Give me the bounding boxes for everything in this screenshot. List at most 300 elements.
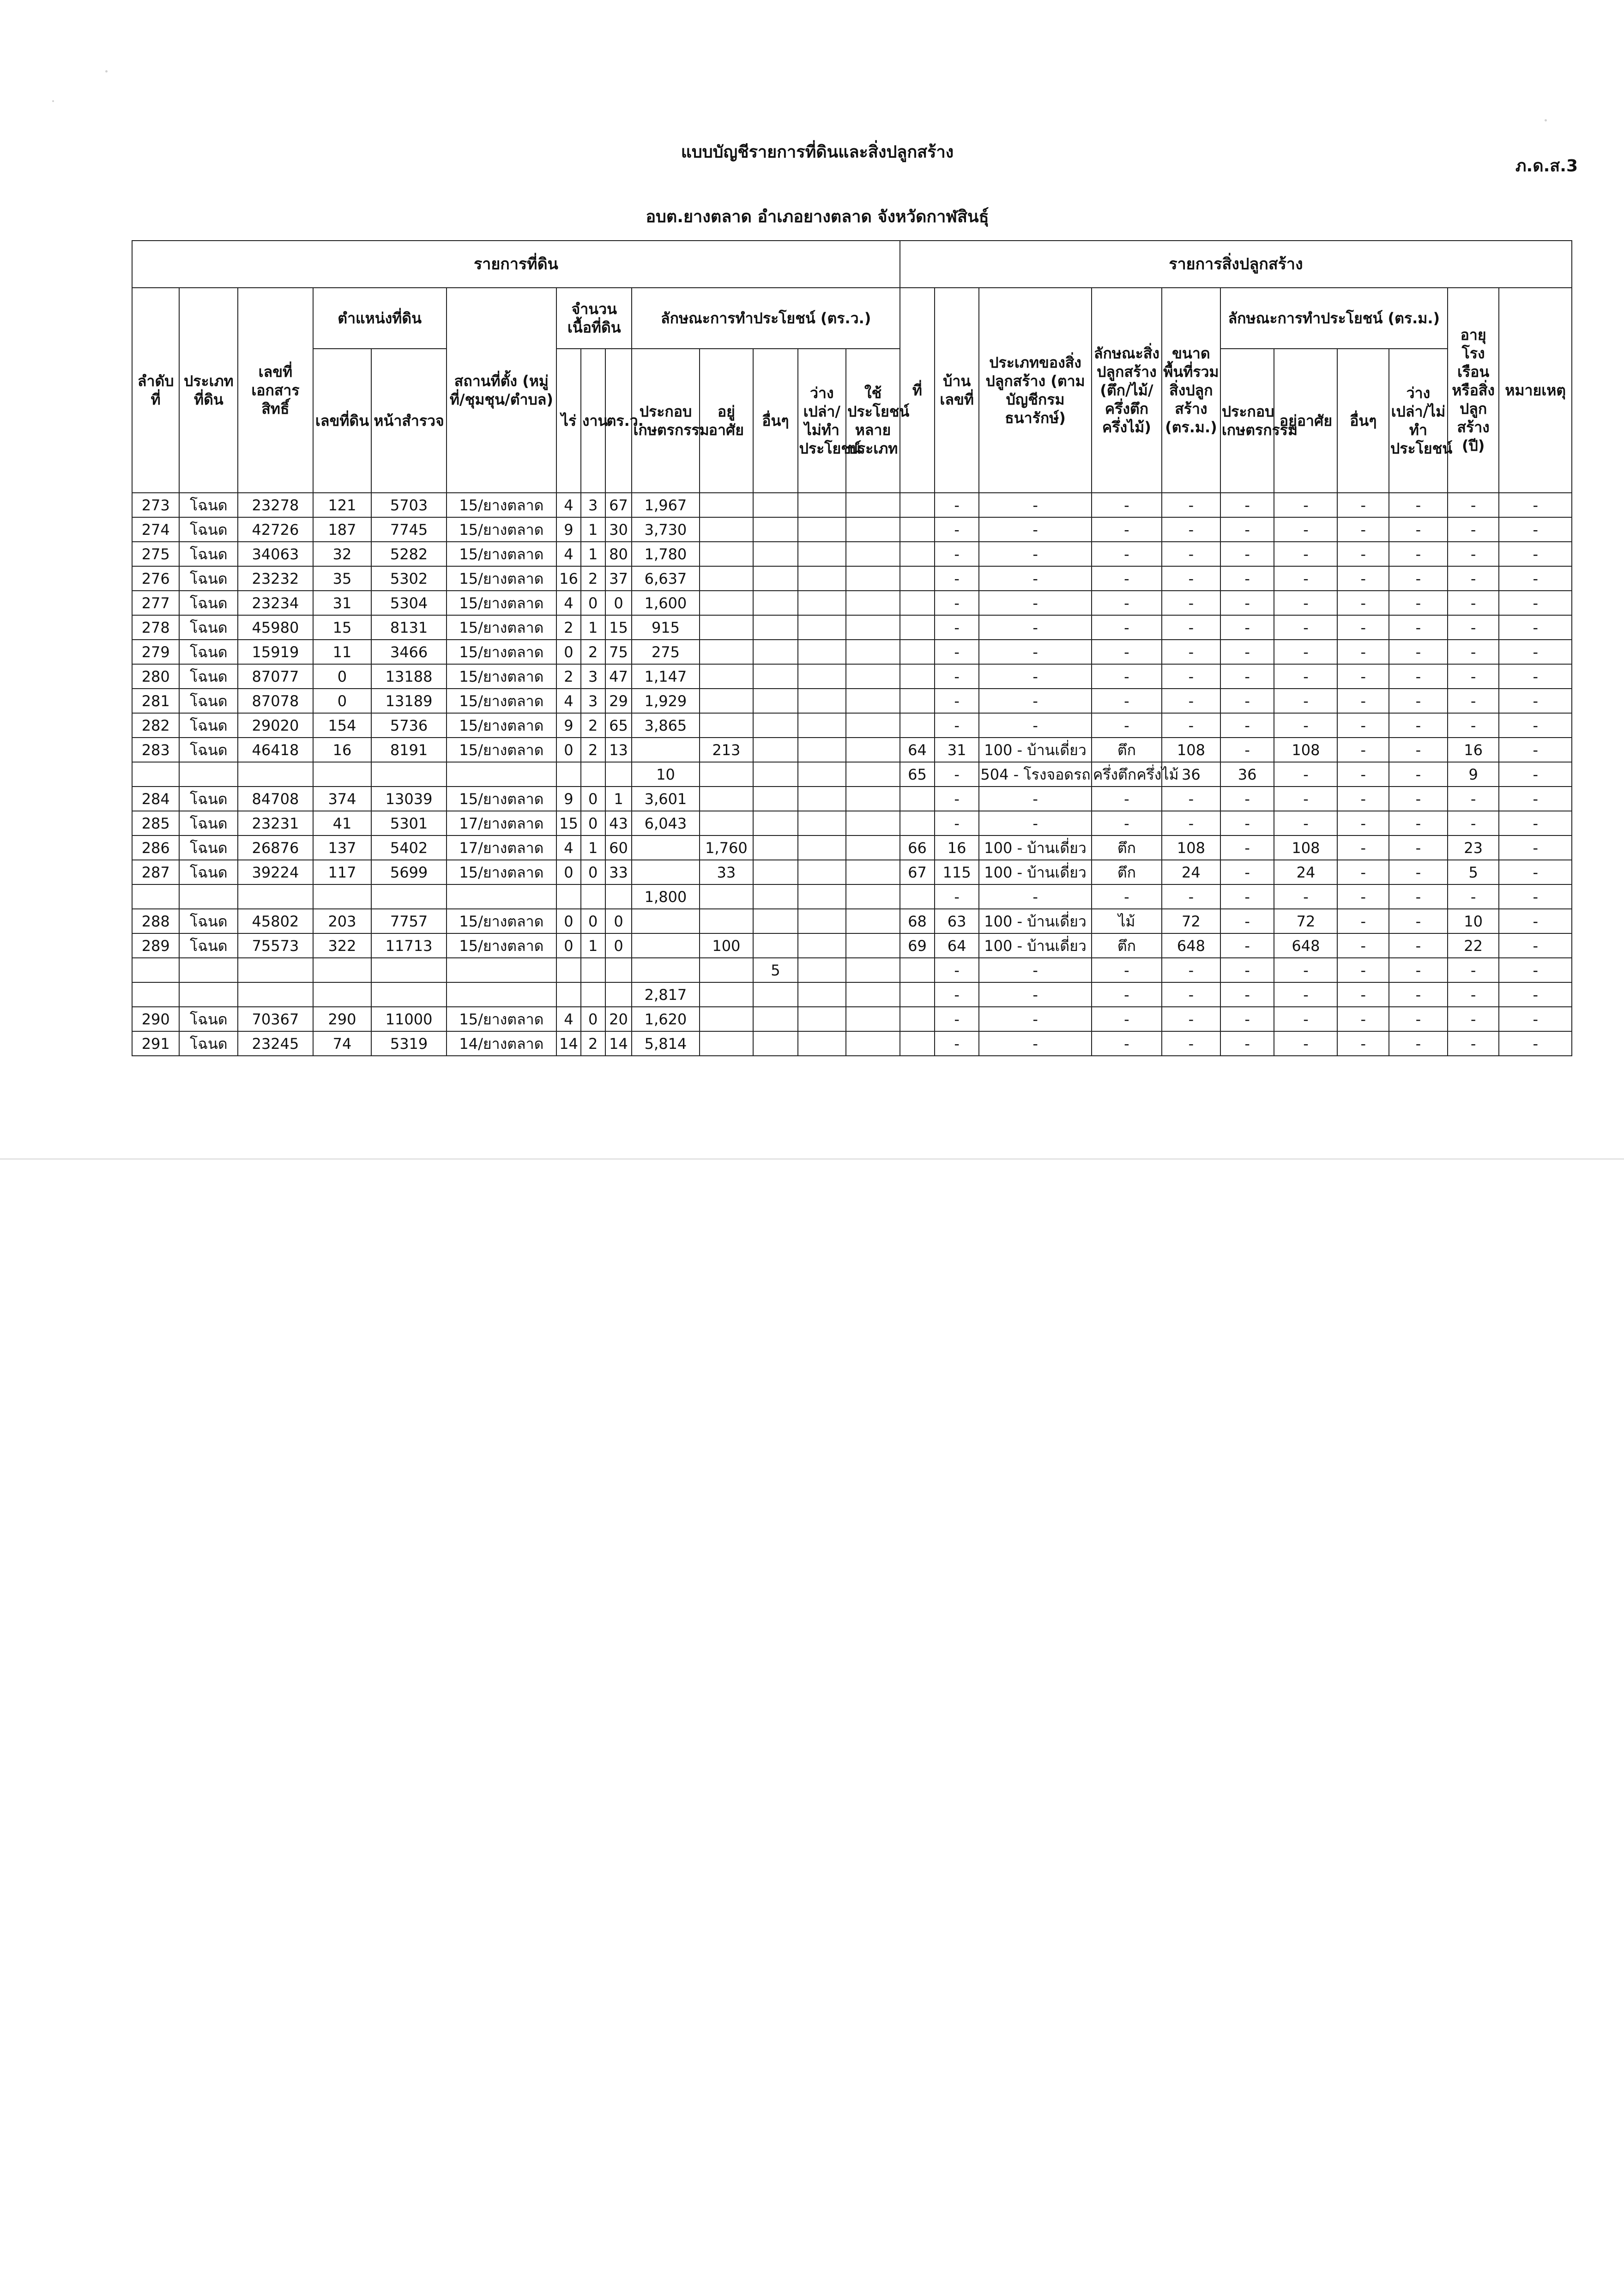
cell-land-type: โฉนด [179, 835, 238, 860]
cell-ngan: 0 [581, 1007, 605, 1031]
cell-other [753, 762, 797, 787]
cell-house: - [935, 982, 979, 1007]
cell-age: - [1448, 664, 1499, 689]
cell-kind: - [1092, 689, 1162, 713]
cell-mixed [846, 884, 900, 909]
cell-page: 8131 [371, 615, 446, 640]
cell-btype: - [979, 713, 1091, 738]
cell-house: 115 [935, 860, 979, 884]
cell-wa: 43 [605, 811, 632, 835]
cell-kind: ตึก [1092, 860, 1162, 884]
cell-ngan: 2 [581, 566, 605, 591]
cell-age: - [1448, 640, 1499, 664]
cell-ngan [581, 958, 605, 982]
cell-loc [447, 762, 556, 787]
cell-kind: - [1092, 713, 1162, 738]
vacant-header: ว่างเปล่า/ไม่ทำประโยชน์ [798, 349, 846, 493]
table-row [132, 787, 1572, 811]
cell-both: - [1337, 762, 1389, 787]
cell-doc: 29020 [238, 713, 313, 738]
cell-mixed [846, 1007, 900, 1031]
cell-b-seq [900, 517, 935, 542]
cell-remark: - [1499, 958, 1572, 982]
cell-rai: 4 [556, 1007, 581, 1031]
cell-page: 7757 [371, 909, 446, 933]
cell-agri: 6,637 [632, 566, 699, 591]
cell-btype: - [979, 664, 1091, 689]
cell-kind: - [1092, 787, 1162, 811]
cell-kind: - [1092, 591, 1162, 615]
cell-btype: 100 - บ้านเดี่ยว [979, 933, 1091, 958]
cell-remark: - [1499, 738, 1572, 762]
cell-age: - [1448, 958, 1499, 982]
cell-vacant [798, 762, 846, 787]
table-row [132, 835, 1572, 860]
cell-resid [700, 1031, 754, 1056]
cell-seq: 284 [132, 787, 179, 811]
cell-resid [700, 517, 754, 542]
cell-b-seq [900, 787, 935, 811]
cell-house: - [935, 811, 979, 835]
cell-loc: 15/ยางตลาด [447, 615, 556, 640]
cell-kind: - [1092, 493, 1162, 517]
cell-age: - [1448, 689, 1499, 713]
cell-rai: 2 [556, 664, 581, 689]
cell-agri [632, 860, 699, 884]
cell-resid [700, 542, 754, 566]
cell-both: - [1337, 517, 1389, 542]
cell-wa: 80 [605, 542, 632, 566]
cell-agri: 1,800 [632, 884, 699, 909]
cell-loc: 15/ยางตลาด [447, 689, 556, 713]
cell-bres: - [1274, 787, 1337, 811]
cell-both: - [1337, 958, 1389, 982]
cell-seq: 282 [132, 713, 179, 738]
cell-loc: 15/ยางตลาด [447, 542, 556, 566]
table-row [132, 713, 1572, 738]
cell-bagri: - [1220, 689, 1274, 713]
cell-btype: - [979, 615, 1091, 640]
cell-vacant [798, 542, 846, 566]
cell-agri: 6,043 [632, 811, 699, 835]
cell-remark: - [1499, 762, 1572, 787]
cell-remark: - [1499, 982, 1572, 1007]
cell-land-no: 41 [313, 811, 372, 835]
cell-rai [556, 958, 581, 982]
cell-ngan: 2 [581, 640, 605, 664]
b-other-header: อื่นๆ [1337, 349, 1389, 493]
cell-mixed [846, 982, 900, 1007]
cell-ngan: 2 [581, 1031, 605, 1056]
cell-page [371, 884, 446, 909]
cell-page: 5282 [371, 542, 446, 566]
cell-btype: - [979, 982, 1091, 1007]
cell-doc: 26876 [238, 835, 313, 860]
cell-house: - [935, 640, 979, 664]
cell-both: - [1337, 909, 1389, 933]
cell-other [753, 615, 797, 640]
cell-agri [632, 958, 699, 982]
cell-both: - [1337, 664, 1389, 689]
cell-btype: 100 - บ้านเดี่ยว [979, 860, 1091, 884]
cell-b-seq: 66 [900, 835, 935, 860]
cell-doc: 15919 [238, 640, 313, 664]
cell-agri: 5,814 [632, 1031, 699, 1056]
cell-other [753, 493, 797, 517]
cell-barea: - [1162, 884, 1220, 909]
cell-age: - [1448, 713, 1499, 738]
cell-land-type: โฉนด [179, 640, 238, 664]
cell-barea: - [1162, 542, 1220, 566]
cell-other [753, 982, 797, 1007]
cell-barea: 108 [1162, 835, 1220, 860]
cell-b-seq [900, 1031, 935, 1056]
cell-agri: 1,780 [632, 542, 699, 566]
cell-doc: 87077 [238, 664, 313, 689]
cell-rai: 0 [556, 860, 581, 884]
cell-other [753, 542, 797, 566]
cell-doc: 87078 [238, 689, 313, 713]
cell-page: 13189 [371, 689, 446, 713]
cell-wa: 0 [605, 933, 632, 958]
cell-rai: 9 [556, 713, 581, 738]
cell-ngan: 1 [581, 615, 605, 640]
cell-agri: 3,865 [632, 713, 699, 738]
cell-mixed [846, 689, 900, 713]
cell-doc: 42726 [238, 517, 313, 542]
cell-house: - [935, 762, 979, 787]
scan-speck [52, 100, 54, 102]
cell-ngan: 1 [581, 542, 605, 566]
cell-bres: - [1274, 615, 1337, 640]
b-resid-header: อยู่อาศัย [1274, 349, 1337, 493]
cell-vacant [798, 860, 846, 884]
cell-wa: 47 [605, 664, 632, 689]
cell-seq: 283 [132, 738, 179, 762]
cell-loc: 17/ยางตลาด [447, 811, 556, 835]
cell-bvac: - [1389, 933, 1448, 958]
document-subtitle: อบต.ยางตลาด อำเภอยางตลาด จังหวัดกาฬสินธุ์ [646, 207, 989, 226]
cell-land-no: 11 [313, 640, 372, 664]
table-row [132, 958, 1572, 982]
cell-barea: - [1162, 566, 1220, 591]
cell-bagri: - [1220, 493, 1274, 517]
cell-remark: - [1499, 542, 1572, 566]
cell-land-no: 154 [313, 713, 372, 738]
cell-agri: 275 [632, 640, 699, 664]
cell-mixed [846, 787, 900, 811]
cell-wa: 1 [605, 787, 632, 811]
cell-bvac: - [1389, 787, 1448, 811]
cell-b-seq [900, 640, 935, 664]
cell-rai: 0 [556, 640, 581, 664]
cell-kind: - [1092, 1007, 1162, 1031]
cell-btype: - [979, 517, 1091, 542]
cell-barea: 648 [1162, 933, 1220, 958]
cell-bagri: - [1220, 566, 1274, 591]
table-row [132, 933, 1572, 958]
cell-kind: ครึ่งตึกครึ่งไม้ [1092, 762, 1162, 787]
cell-ngan: 3 [581, 493, 605, 517]
cell-doc [238, 982, 313, 1007]
b-use-header: ลักษณะการทำประโยชน์ (ตร.ม.) [1220, 288, 1448, 349]
cell-b-seq [900, 884, 935, 909]
cell-land-type: โฉนด [179, 1031, 238, 1056]
cell-ngan [581, 982, 605, 1007]
cell-resid [700, 615, 754, 640]
cell-age: - [1448, 787, 1499, 811]
cell-rai [556, 762, 581, 787]
cell-bvac: - [1389, 493, 1448, 517]
doc-no-header: เลขที่เอกสารสิทธิ์ [238, 288, 313, 493]
wa-header: ตร.ว. [605, 349, 632, 493]
cell-loc: 15/ยางตลาด [447, 909, 556, 933]
cell-bres: - [1274, 640, 1337, 664]
cell-ngan [581, 762, 605, 787]
cell-wa: 75 [605, 640, 632, 664]
cell-wa: 33 [605, 860, 632, 884]
cell-doc: 46418 [238, 738, 313, 762]
cell-ngan: 3 [581, 689, 605, 713]
cell-both: - [1337, 738, 1389, 762]
cell-barea: - [1162, 958, 1220, 982]
agri-header: ประกอบเกษตรกรรม [632, 349, 699, 493]
cell-land-no: 74 [313, 1031, 372, 1056]
cell-mixed [846, 664, 900, 689]
cell-other [753, 933, 797, 958]
cell-land-no [313, 982, 372, 1007]
cell-bvac: - [1389, 664, 1448, 689]
cell-b-seq [900, 493, 935, 517]
cell-rai: 2 [556, 615, 581, 640]
cell-land-type: โฉนด [179, 689, 238, 713]
cell-bagri: - [1220, 640, 1274, 664]
cell-page [371, 762, 446, 787]
cell-kind: ตึก [1092, 933, 1162, 958]
cell-resid: 33 [700, 860, 754, 884]
cell-loc: 14/ยางตลาด [447, 1031, 556, 1056]
cell-house: - [935, 664, 979, 689]
cell-age: - [1448, 811, 1499, 835]
cell-seq: 288 [132, 909, 179, 933]
cell-remark: - [1499, 689, 1572, 713]
cell-doc: 34063 [238, 542, 313, 566]
cell-both: - [1337, 713, 1389, 738]
document-title: แบบบัญชีรายการที่ดินและสิ่งปลูกสร้าง [681, 143, 954, 162]
cell-btype: - [979, 640, 1091, 664]
cell-seq: 289 [132, 933, 179, 958]
cell-btype: - [979, 689, 1091, 713]
cell-ngan: 2 [581, 713, 605, 738]
cell-doc: 84708 [238, 787, 313, 811]
cell-doc: 23231 [238, 811, 313, 835]
cell-both: - [1337, 591, 1389, 615]
cell-wa: 29 [605, 689, 632, 713]
cell-land-type: โฉนด [179, 933, 238, 958]
cell-seq: 287 [132, 860, 179, 884]
cell-vacant [798, 664, 846, 689]
table-row [132, 664, 1572, 689]
cell-kind: ตึก [1092, 738, 1162, 762]
cell-agri [632, 835, 699, 860]
cell-barea: - [1162, 787, 1220, 811]
cell-agri: 2,817 [632, 982, 699, 1007]
scan-speck [1545, 119, 1547, 121]
cell-rai: 4 [556, 542, 581, 566]
cell-both: - [1337, 811, 1389, 835]
cell-vacant [798, 982, 846, 1007]
cell-b-seq [900, 689, 935, 713]
cell-age: - [1448, 493, 1499, 517]
cell-kind: ไม้ [1092, 909, 1162, 933]
cell-bvac: - [1389, 615, 1448, 640]
cell-ngan: 0 [581, 811, 605, 835]
cell-mixed [846, 640, 900, 664]
cell-wa [605, 762, 632, 787]
cell-page: 5319 [371, 1031, 446, 1056]
cell-mixed [846, 860, 900, 884]
cell-bres: - [1274, 762, 1337, 787]
cell-house: 16 [935, 835, 979, 860]
cell-page [371, 958, 446, 982]
cell-agri: 1,967 [632, 493, 699, 517]
cell-doc: 23245 [238, 1031, 313, 1056]
table-row [132, 615, 1572, 640]
cell-remark: - [1499, 591, 1572, 615]
cell-bvac: - [1389, 909, 1448, 933]
cell-btype: - [979, 493, 1091, 517]
cell-house: - [935, 566, 979, 591]
land-type-header: ประเภทที่ดิน [179, 288, 238, 493]
cell-resid: 100 [700, 933, 754, 958]
cell-page: 5703 [371, 493, 446, 517]
cell-kind: - [1092, 615, 1162, 640]
cell-bres: - [1274, 517, 1337, 542]
cell-barea: - [1162, 664, 1220, 689]
cell-loc: 17/ยางตลาด [447, 835, 556, 860]
cell-land-type: โฉนด [179, 1007, 238, 1031]
cell-rai: 15 [556, 811, 581, 835]
land-building-table [132, 240, 1572, 1056]
cell-vacant [798, 835, 846, 860]
cell-remark: - [1499, 713, 1572, 738]
table-row [132, 1007, 1572, 1031]
cell-land-no: 137 [313, 835, 372, 860]
table-row [132, 517, 1572, 542]
cell-agri: 1,620 [632, 1007, 699, 1031]
cell-age: - [1448, 982, 1499, 1007]
cell-seq: 273 [132, 493, 179, 517]
cell-vacant [798, 811, 846, 835]
cell-other [753, 1007, 797, 1031]
cell-house: - [935, 689, 979, 713]
cell-bres: - [1274, 982, 1337, 1007]
cell-bvac: - [1389, 835, 1448, 860]
cell-btype: - [979, 542, 1091, 566]
cell-vacant [798, 493, 846, 517]
cell-bvac: - [1389, 738, 1448, 762]
cell-loc: 15/ยางตลาด [447, 664, 556, 689]
cell-bagri: - [1220, 860, 1274, 884]
cell-land-no: 322 [313, 933, 372, 958]
cell-bres: - [1274, 493, 1337, 517]
cell-remark: - [1499, 811, 1572, 835]
cell-bagri: - [1220, 811, 1274, 835]
cell-ngan: 1 [581, 933, 605, 958]
cell-bres: - [1274, 542, 1337, 566]
table-row [132, 640, 1572, 664]
cell-rai: 0 [556, 738, 581, 762]
cell-resid [700, 787, 754, 811]
cell-bagri: - [1220, 1007, 1274, 1031]
cell-seq: 280 [132, 664, 179, 689]
cell-loc: 15/ยางตลาด [447, 933, 556, 958]
cell-page: 3466 [371, 640, 446, 664]
cell-land-no: 32 [313, 542, 372, 566]
cell-land-type: โฉนด [179, 738, 238, 762]
cell-kind: - [1092, 517, 1162, 542]
cell-land-no [313, 884, 372, 909]
cell-kind: - [1092, 542, 1162, 566]
b-seq-header: ที่ [900, 288, 935, 493]
cell-vacant [798, 591, 846, 615]
cell-loc: 15/ยางตลาด [447, 1007, 556, 1031]
seq-header: ลำดับที่ [132, 288, 179, 493]
cell-page: 5699 [371, 860, 446, 884]
cell-resid [700, 640, 754, 664]
cell-bres: - [1274, 713, 1337, 738]
resid-header: อยู่อาศัย [700, 349, 754, 493]
cell-page: 5302 [371, 566, 446, 591]
cell-remark: - [1499, 566, 1572, 591]
cell-bagri: - [1220, 517, 1274, 542]
cell-house: - [935, 713, 979, 738]
cell-house: 64 [935, 933, 979, 958]
b-kind-header: ลักษณะสิ่งปลูกสร้าง (ตึก/ไม้/ครึ่งตึกครึ่งไม้) [1092, 288, 1162, 493]
cell-other [753, 566, 797, 591]
cell-resid [700, 958, 754, 982]
cell-bvac: - [1389, 958, 1448, 982]
cell-mixed [846, 542, 900, 566]
cell-agri [632, 933, 699, 958]
cell-bres: 648 [1274, 933, 1337, 958]
cell-other [753, 835, 797, 860]
cell-bagri: - [1220, 933, 1274, 958]
cell-bvac: - [1389, 1031, 1448, 1056]
cell-b-seq: 68 [900, 909, 935, 933]
cell-b-seq [900, 615, 935, 640]
table-row [132, 493, 1572, 517]
cell-both: - [1337, 689, 1389, 713]
cell-page: 5304 [371, 591, 446, 615]
cell-age: 9 [1448, 762, 1499, 787]
cell-bres: - [1274, 689, 1337, 713]
cell-land-no: 0 [313, 664, 372, 689]
cell-agri: 1,147 [632, 664, 699, 689]
cell-wa: 67 [605, 493, 632, 517]
land-use-header: ลักษณะการทำประโยชน์ (ตร.ว.) [632, 288, 900, 349]
cell-both: - [1337, 860, 1389, 884]
cell-vacant [798, 713, 846, 738]
cell-bvac: - [1389, 860, 1448, 884]
cell-barea: - [1162, 982, 1220, 1007]
scan-speck [105, 70, 108, 73]
cell-rai: 9 [556, 517, 581, 542]
cell-land-type: โฉนด [179, 860, 238, 884]
cell-b-seq: 67 [900, 860, 935, 884]
cell-b-seq [900, 1007, 935, 1031]
cell-bagri: - [1220, 664, 1274, 689]
